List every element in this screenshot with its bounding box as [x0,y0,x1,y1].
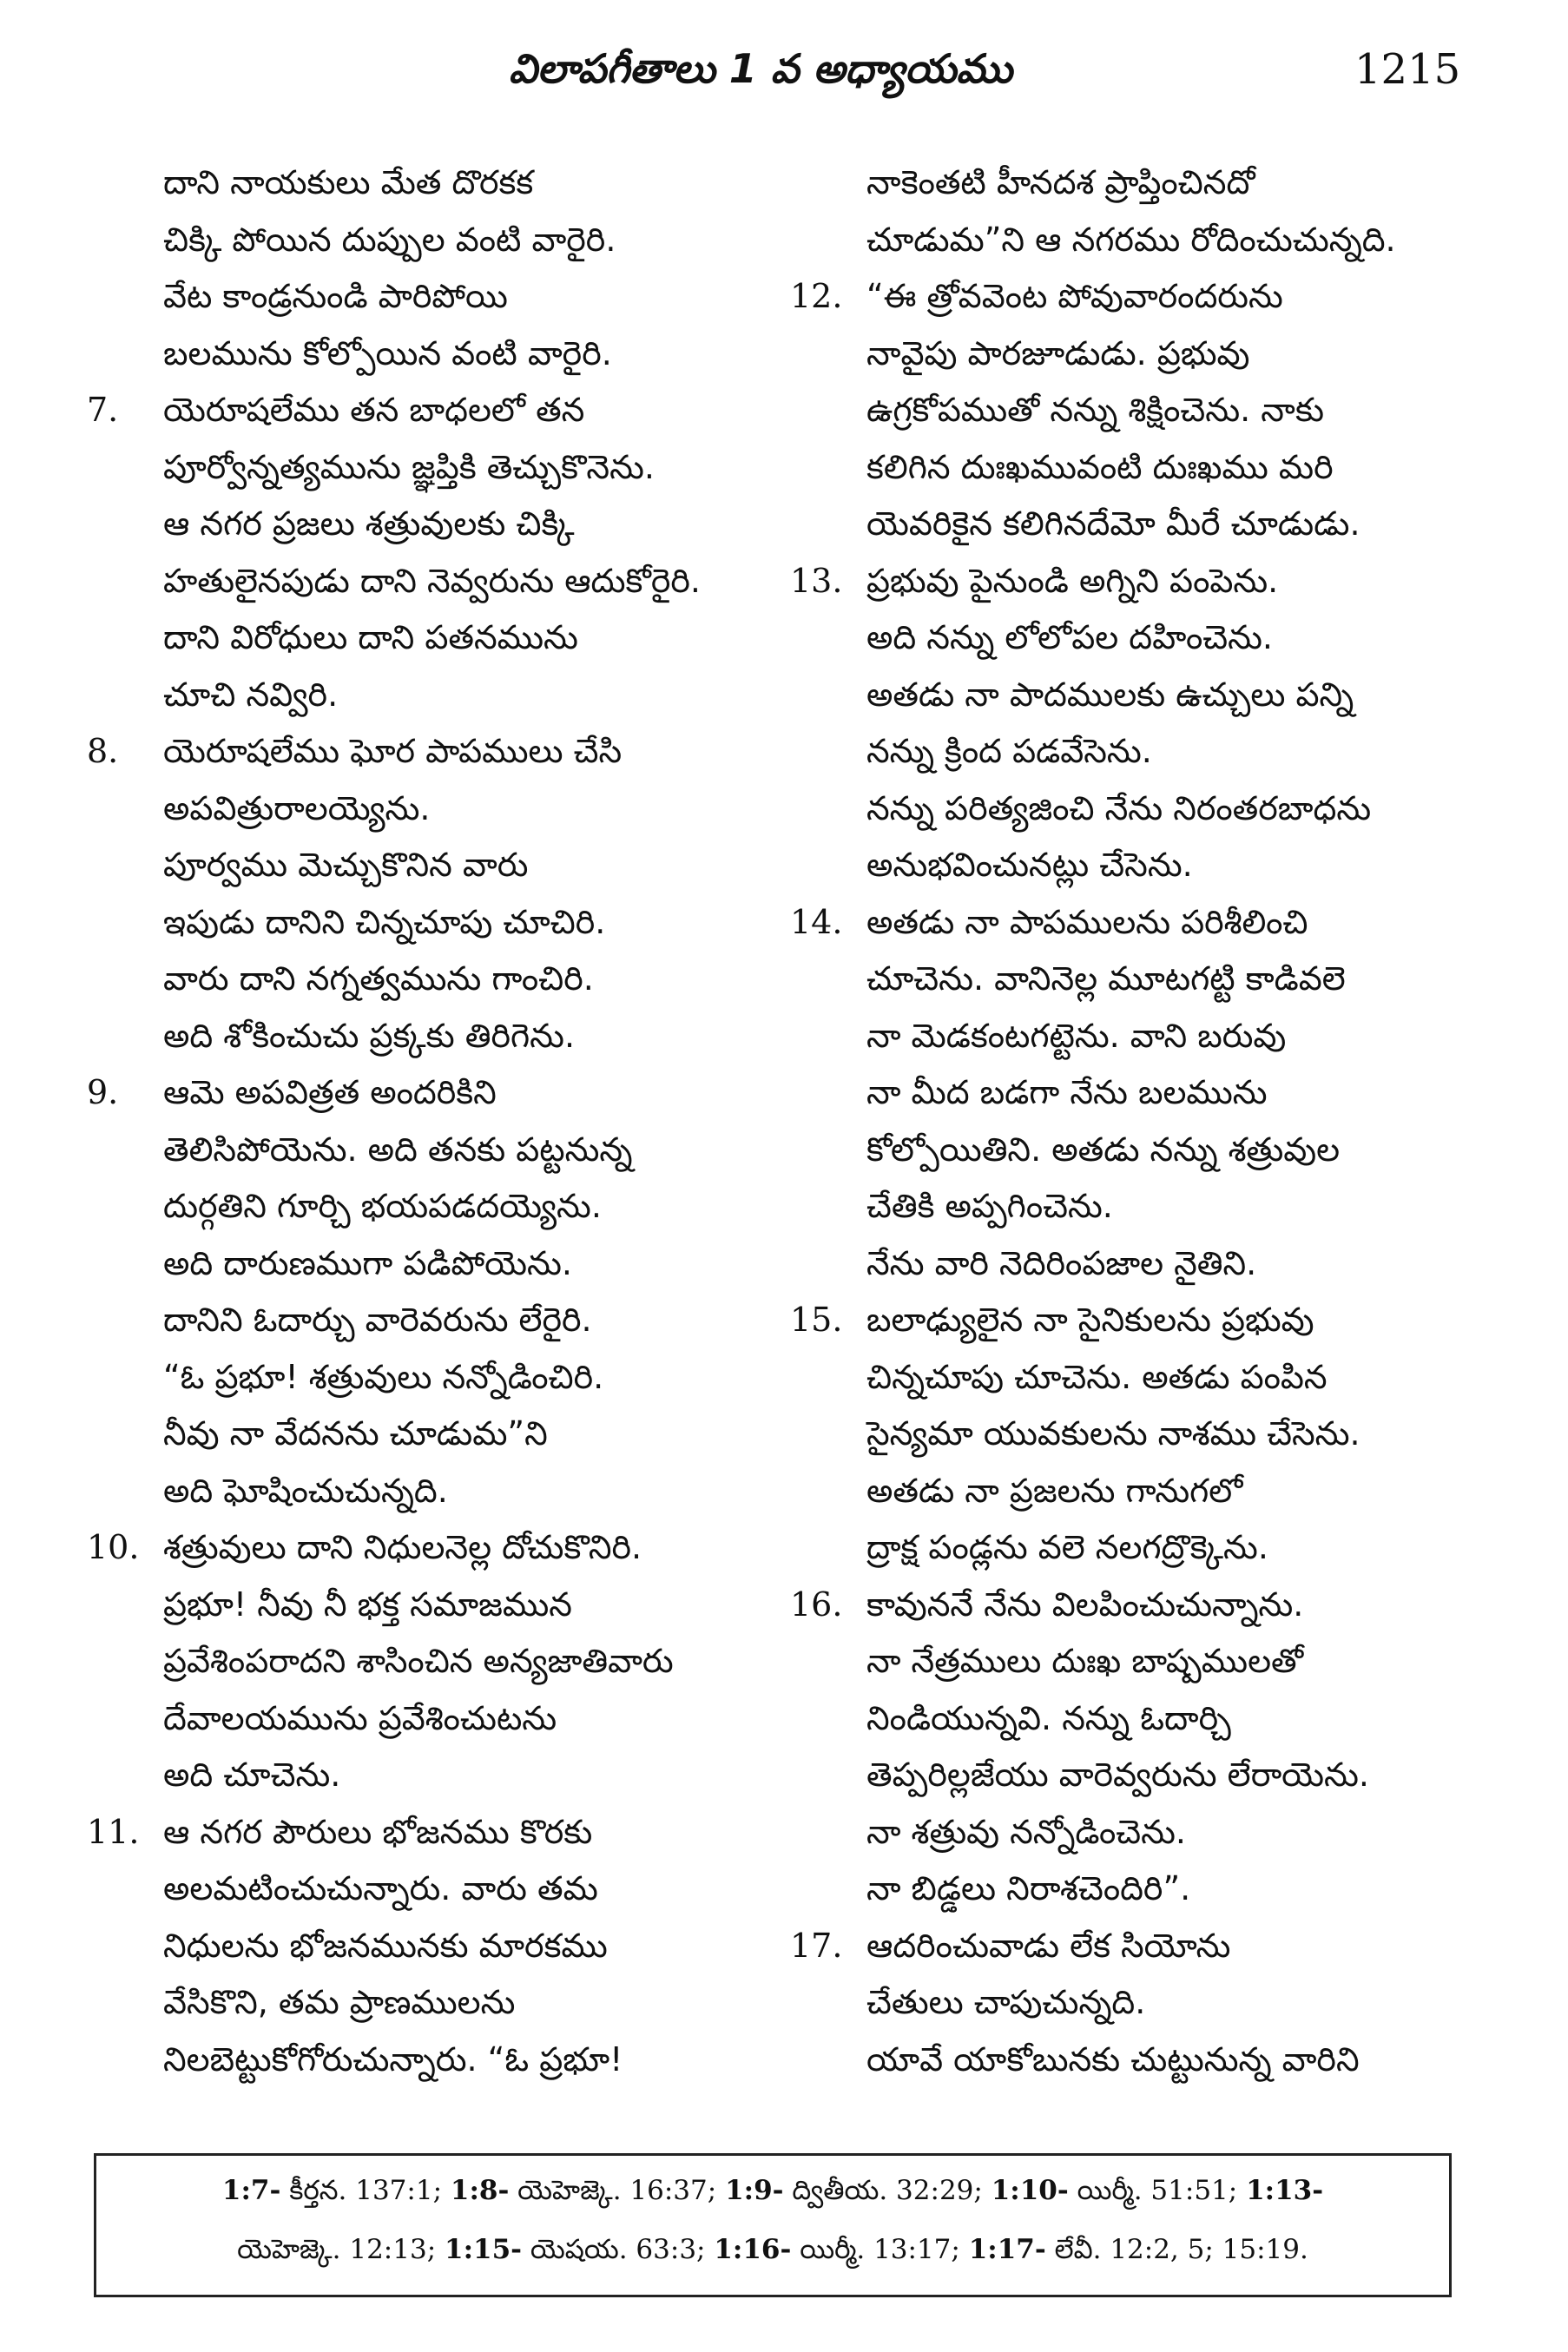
verse-line [87,1577,781,1634]
verse-text: అది ఘోషించుచున్నది. [163,1471,448,1510]
verse-text: తెప్పరిల్లజేయు వారెవ్వరును లేరాయెను. [866,1756,1369,1794]
verse-line [87,1349,781,1407]
verse-text: అది చూచెను. [163,1756,341,1794]
verse-text: సైన్యమా యువకులను నాశము చేసెను. [866,1414,1360,1453]
verse-text: ప్రవేశింపరాదని శాసించిన అన్యజాతివారు [163,1642,674,1680]
verse-text: అతడు నా పాపములను పరిశీలించి [866,902,1308,941]
verse-text: వారు దాని నగ్నత్వమును గాంచిరి. [163,959,594,998]
verse-text: దాని నాయకులు మేత దొరకక [163,163,534,201]
verse-text: యెవరికైన కలిగినదేమో మీరే చూడుడు. [866,504,1360,543]
footnote-text: యిర్మీ. 51:51; [1068,2175,1247,2206]
verse-text: అతడు నా పాదములకు ఉచ్చులు పన్ని [866,675,1354,714]
verse-text: అలమటించుచున్నారు. వారు తమ [163,1869,598,1907]
verse-number: 13. [790,561,843,600]
verse-line [790,609,1485,667]
verse-line [87,1235,781,1293]
verse-text: పూర్వము మెచ్చుకొనిన వారు [163,846,529,884]
verse-text: నావైపు పారజూడుడు. ప్రభువు [866,333,1250,372]
footnote-ref: 1:9- [725,2175,784,2206]
verse-text: పూర్వోన్నత్యమును జ్ఞప్తికి తెచ్చుకొనెను. [163,447,655,486]
verse-line [790,1747,1485,1804]
verse-line [790,382,1485,439]
verse-line [790,1292,1485,1349]
verse-line [790,1918,1485,1975]
footnote-box [94,2153,1452,2297]
verse-text: అపవిత్రురాలయ్యెను. [163,788,431,827]
verse-text: నన్ను క్రింద పడవేసెను. [866,732,1152,770]
verse-line [87,1633,781,1690]
verse-line [790,439,1485,497]
verse-text: నిలబెట్టుకోగోరుచున్నారు. “ఓ ప్రభూ! [163,2039,623,2079]
verse-text: ఆ నగర ప్రజలు శత్రువులకు చిక్కి [163,504,575,543]
footnote-text: యిర్మీ. 13:17; [791,2234,969,2265]
verse-line [87,439,781,497]
footnote-line-2 [96,2234,1449,2271]
verse-line [87,1008,781,1065]
verse-line [790,951,1485,1008]
footnote-ref: 1:8- [450,2175,510,2206]
verse-line [790,326,1485,383]
verse-text: తెలిసిపోయెను. అది తనకు పట్టనున్న [163,1130,633,1169]
footnote-ref: 1:10- [991,2175,1069,2206]
verse-text: ఆదరించువాడు లేక సియోను [866,1926,1231,1965]
verse-line [87,951,781,1008]
footnote-text: యెషయ. 63:3; [522,2234,715,2265]
verse-text: ఆ నగర పౌరులు భోజనము కొరకు [163,1812,593,1851]
verse-line [790,1974,1485,2032]
verse-text: నన్ను పరిత్యజించి నేను నిరంతరబాధను [866,788,1372,827]
verse-text: కావుననే నేను విలపించుచున్నాను. [866,1584,1304,1624]
verse-text: యావే యాకోబునకు చుట్టునున్న వారిని [866,2039,1360,2079]
verse-text: చిన్నచూపు చూచెను. అతడు పంపిన [866,1357,1328,1396]
footnote-text: లేవీ. 12:2, 5; 15:19. [1045,2234,1308,2265]
verse-text: ప్రభువు పైనుండి అగ్నిని పంపెను. [866,561,1279,600]
verse-line [790,894,1485,952]
verse-line [790,553,1485,610]
verse-line [87,1178,781,1235]
verse-text: కోల్పోయితిని. అతడు నన్ను శత్రువుల [866,1130,1341,1169]
verse-line [87,837,781,894]
verse-text: చూడుమ”ని ఆ నగరము రోదించుచున్నది. [866,220,1396,259]
verse-line [87,382,781,439]
verse-text: నిధులను భోజనమునకు మారకము [163,1926,608,1965]
footnote-ref: 1:16- [714,2234,792,2265]
verse-text: దానిని ఓదార్చు వారెవరును లేరైరి. [163,1301,592,1339]
verse-text: అది శోకించుచు ప్రక్కకు తిరిగెను. [163,1016,576,1055]
verse-line [87,496,781,553]
verse-number: 10. [87,1528,140,1566]
verse-number: 12. [790,277,843,315]
verse-line [87,781,781,838]
verse-line [87,1064,781,1122]
verse-line [790,1861,1485,1918]
verse-line [790,1008,1485,1065]
footnote-text: యెహెజ్కె. 16:37; [509,2175,726,2206]
verse-text: నేను వారి నెదిరింపజాల నైతిని. [866,1243,1257,1282]
verse-number: 15. [790,1301,843,1339]
verse-line [87,1861,781,1918]
verse-line [790,212,1485,269]
verse-line [87,1804,781,1861]
verse-text: బలమును కోల్పోయిన వంటి వారైరి. [163,333,612,372]
verse-text: ద్రాక్ష పండ్లను వలె నలగద్రొక్కెను. [866,1528,1268,1566]
verse-text: నాకెంతటి హీనదశ ప్రాప్తించినదో [866,163,1255,201]
verse-line [87,1747,781,1804]
verse-text: యెరూషలేము తన బాధలలో తన [163,391,585,429]
verse-line [790,1122,1485,1179]
chapter-title: విలాపగీతాలు 1 వ అధ్యాయము [509,45,1012,92]
verse-text: అది నన్ను లోలోపల దహించెను. [866,618,1273,656]
verse-line [790,667,1485,724]
right-column [790,155,1485,2088]
verse-text: చేతులు చాపుచున్నది. [866,1983,1146,2021]
verse-line [790,1633,1485,1690]
verse-text: ఇపుడు దానిని చిన్నచూపు చూచిరి. [163,902,606,941]
verse-line [87,212,781,269]
verse-text: నా మెడకంటగట్టెను. వాని బరువు [866,1016,1287,1055]
verse-text: “ఈ త్రోవవెంట పోవువారందరును [866,277,1283,315]
verse-text: శత్రువులు దాని నిధులనెల్ల దోచుకొనిరి. [163,1528,642,1566]
verse-line [87,667,781,724]
verse-text: చేతికి అప్పగించెను. [866,1187,1113,1225]
verse-line [790,496,1485,553]
verse-text: నా శత్రువు నన్నోడించెను. [866,1812,1187,1851]
verse-line [87,268,781,326]
verse-line [790,1235,1485,1293]
verse-line [790,781,1485,838]
verse-text: అతడు నా ప్రజలను గానుగలో [866,1471,1243,1510]
verse-text: బలాఢ్యులైన నా సైనికులను ప్రభువు [866,1301,1314,1339]
verse-line [87,1690,781,1748]
verse-line [87,2032,781,2089]
verse-number: 17. [790,1926,843,1965]
verse-text: నా మీద బడగా నేను బలమును [866,1073,1268,1111]
verse-text: దేవాలయమును ప్రవేశించుటను [163,1698,557,1737]
verse-line [87,723,781,781]
verse-line [790,1577,1485,1634]
verse-number: 7. [87,391,119,429]
verse-line [87,1918,781,1975]
verse-line [87,1519,781,1577]
verse-line [790,1064,1485,1122]
verse-text: ఆమె అపవిత్రత అందరికిని [163,1073,497,1111]
verse-text: ప్రభూ! నీవు నీ భక్త సమాజమున [163,1584,572,1624]
verse-line [790,268,1485,326]
verse-line [87,894,781,952]
verse-line [87,1292,781,1349]
verse-text: వేట కాండ్రనుండి పారిపోయి [163,277,508,315]
verse-text: నా బిడ్డలు నిరాశచెందిరి”. [866,1869,1191,1907]
verse-text: కలిగిన దుఃఖమువంటి దుఃఖము మరి [866,447,1334,486]
verse-number: 9. [87,1073,119,1111]
verse-text: “ఓ ప్రభూ! శత్రువులు నన్నోడించిరి. [163,1357,604,1396]
verse-text: నిండియున్నవి. నన్ను ఓదార్చి [866,1698,1231,1737]
footnote-ref: 1:13- [1246,2175,1324,2206]
verse-line [87,1406,781,1463]
footnote-text: ద్వితీయ. 32:29; [783,2175,992,2206]
verse-text: ఉగ్రకోపముతో నన్ను శిక్షించెను. నాకు [866,391,1325,429]
verse-text: చూచి నవ్విరి. [163,675,339,714]
verse-line [790,723,1485,781]
verse-line [790,1349,1485,1407]
verse-line [87,609,781,667]
verse-line [87,1122,781,1179]
verse-text: అది దారుణముగా పడిపోయెను. [163,1243,572,1282]
verse-line [790,1406,1485,1463]
left-column [87,155,781,2088]
verse-line [790,837,1485,894]
verse-line [790,155,1485,212]
verse-line [790,1463,1485,1520]
verse-line [790,1178,1485,1235]
verse-number: 14. [790,902,843,941]
verse-line [790,2032,1485,2089]
footnote-line-1 [96,2175,1449,2212]
verse-text: యెరూషలేము ఘోర పాపములు చేసి [163,732,623,770]
footnote-ref: 1:7- [221,2175,281,2206]
verse-number: 11. [87,1812,140,1851]
verse-line [790,1804,1485,1861]
verse-text: చూచెను. వానినెల్ల మూటగట్టి కాడివలె [866,959,1346,998]
verse-text: చిక్కి పోయిన దుప్పుల వంటి వారైరి. [163,220,616,259]
footnote-text: కీర్తన. 137:1; [280,2175,451,2206]
verse-line [87,1463,781,1520]
verse-text: వేసికొని, తమ ప్రాణములను [163,1983,516,2021]
verse-line [87,326,781,383]
verse-text: నీవు నా వేదనను చూడుమ”ని [163,1414,548,1453]
verse-line [790,1519,1485,1577]
verse-line [87,155,781,212]
footnote-ref: 1:17- [968,2234,1046,2265]
verse-text: దుర్గతిని గూర్చి భయపడదయ్యెను. [163,1187,602,1225]
running-head [0,45,1568,115]
verse-text: నా నేత్రములు దుఃఖ బాష్పములతో [866,1642,1304,1680]
verse-line [87,1974,781,2032]
page-number: 1215 [1354,45,1461,94]
verse-text: దాని విరోధులు దాని పతనమును [163,618,578,656]
verse-text: అనుభవించునట్లు చేసెను. [866,846,1193,884]
verse-line [790,1690,1485,1748]
verse-text: హతులైనపుడు దాని నెవ్వరును ఆదుకోరైరి. [163,561,702,600]
footnote-text: యెహెజ్కె. 12:13; [237,2234,445,2265]
verse-line [87,553,781,610]
footnote-ref: 1:15- [445,2234,523,2265]
verse-number: 8. [87,732,119,770]
verse-number: 16. [790,1584,843,1624]
